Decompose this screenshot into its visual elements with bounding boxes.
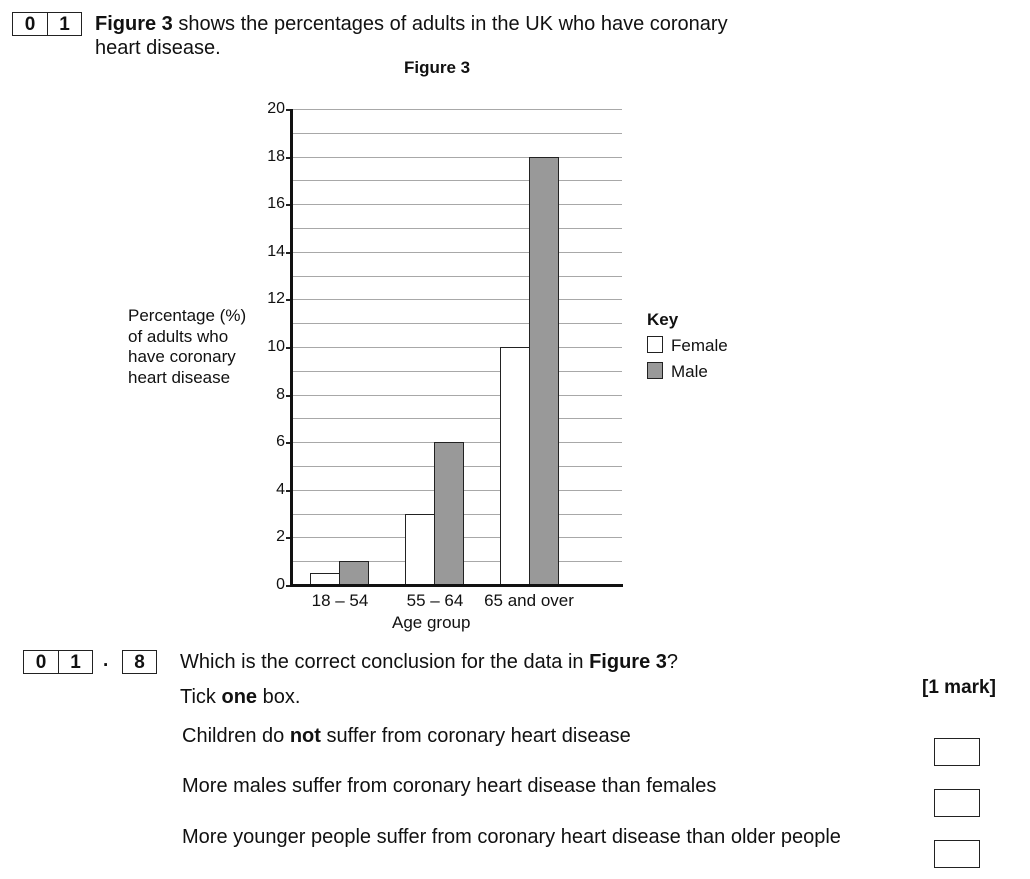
instruction-text: Tick xyxy=(180,686,222,708)
instruction-emphasis: one xyxy=(221,686,258,708)
option-2-text xyxy=(182,774,716,798)
y-tick xyxy=(286,109,291,111)
question-digit: 1 xyxy=(47,13,81,35)
bar-female xyxy=(405,514,435,586)
y-tick xyxy=(286,537,291,539)
legend-swatch-male xyxy=(647,362,663,379)
y-tick-label: 10 xyxy=(267,338,285,355)
figure-title: Figure 3 xyxy=(404,58,471,77)
prompt-figure-ref: Figure 3 xyxy=(589,651,667,673)
gridline xyxy=(291,442,622,443)
y-axis-label xyxy=(128,306,246,388)
y-tick-label: 18 xyxy=(267,148,285,165)
intro-text: shows the percentages of adults in the UK who have coronary xyxy=(172,13,728,35)
bar-male xyxy=(529,157,559,586)
gridline xyxy=(291,371,622,372)
gridline xyxy=(291,109,622,110)
marks-label: [1 mark] xyxy=(922,677,996,698)
subquestion-dot: . xyxy=(103,650,109,671)
y-tick xyxy=(286,204,291,206)
gridline xyxy=(291,395,622,396)
y-axis-label-line: heart disease xyxy=(128,367,231,387)
subquestion-prompt xyxy=(180,650,678,674)
option-emphasis: not xyxy=(289,725,321,747)
x-axis-line xyxy=(290,584,623,587)
bar-female xyxy=(500,347,530,586)
bar-female xyxy=(310,573,340,586)
gridline xyxy=(291,180,622,181)
question-digit: 0 xyxy=(24,14,36,35)
option-text: More males suffer from coronary heart disease than females xyxy=(182,775,717,797)
y-tick xyxy=(286,252,291,254)
gridline xyxy=(291,299,622,300)
y-tick-label: 8 xyxy=(276,386,285,403)
option-1-tickbox[interactable] xyxy=(934,738,980,766)
y-tick xyxy=(286,395,291,397)
figure-ref: Figure 3 xyxy=(95,13,173,35)
y-axis-label-line: have coronary xyxy=(128,347,236,366)
option-3-tickbox[interactable] xyxy=(934,840,980,868)
legend-label-male: Male xyxy=(671,362,708,381)
option-1-text xyxy=(182,724,631,748)
prompt-text: Which is the correct conclusion for the data in xyxy=(180,651,590,673)
question-intro-line2: heart disease. xyxy=(95,37,221,59)
option-2-tickbox[interactable] xyxy=(934,789,980,817)
category-label: 18 – 54 xyxy=(311,591,369,610)
x-axis-categories xyxy=(307,591,607,611)
instruction-end: box. xyxy=(257,686,301,708)
legend-label-female: Female xyxy=(671,336,728,355)
y-tick xyxy=(286,157,291,159)
y-tick-label: 2 xyxy=(276,528,285,545)
y-tick-label: 14 xyxy=(267,243,285,260)
y-tick-label: 12 xyxy=(267,290,285,307)
gridline xyxy=(291,228,622,229)
gridline xyxy=(291,276,622,277)
y-tick-label: 16 xyxy=(267,195,285,212)
gridline xyxy=(291,537,622,538)
gridline xyxy=(291,133,622,134)
subquestion-part: 8 xyxy=(134,652,145,673)
gridline xyxy=(291,466,622,467)
legend-title: Key xyxy=(647,310,679,329)
bar-male xyxy=(434,442,464,586)
gridline xyxy=(291,157,622,158)
y-tick-label: 6 xyxy=(276,433,285,450)
category-label: 65 and over xyxy=(484,591,574,610)
y-tick xyxy=(286,299,291,301)
gridline xyxy=(291,252,622,253)
gridline xyxy=(291,561,622,562)
gridline xyxy=(291,418,622,419)
subquestion-number-box xyxy=(23,650,93,674)
category-label: 55 – 64 xyxy=(406,591,464,610)
y-axis-line xyxy=(290,109,293,587)
option-text: Children do xyxy=(182,725,290,747)
y-tick xyxy=(286,442,291,444)
bar-male xyxy=(339,561,369,586)
y-tick xyxy=(286,490,291,492)
question-intro-line1 xyxy=(95,12,728,36)
option-text: More younger people suffer from coronary heart disease than older people xyxy=(182,826,841,848)
y-tick-label: 4 xyxy=(276,481,285,498)
prompt-end: ? xyxy=(666,651,679,673)
gridline xyxy=(291,204,622,205)
gridline xyxy=(291,323,622,324)
gridline xyxy=(291,347,622,348)
y-axis-label-line: of adults who xyxy=(128,326,229,346)
y-tick-label: 20 xyxy=(267,100,285,117)
question-digit: 1 xyxy=(58,651,92,673)
y-tick xyxy=(286,585,291,587)
option-3-text xyxy=(182,825,841,849)
question-digit: 0 xyxy=(35,652,47,673)
option-text: suffer from coronary heart disease xyxy=(320,725,631,747)
x-axis-label: Age group xyxy=(392,613,471,632)
subquestion-part-box xyxy=(122,650,157,674)
y-axis-label-line: Percentage (%) xyxy=(128,306,247,325)
legend-swatch-female xyxy=(647,336,663,353)
gridline xyxy=(291,490,622,491)
y-tick-label: 0 xyxy=(276,576,285,593)
y-tick xyxy=(286,347,291,349)
question-number-box xyxy=(12,12,82,36)
subquestion-instruction xyxy=(180,685,300,709)
gridline xyxy=(291,514,622,515)
